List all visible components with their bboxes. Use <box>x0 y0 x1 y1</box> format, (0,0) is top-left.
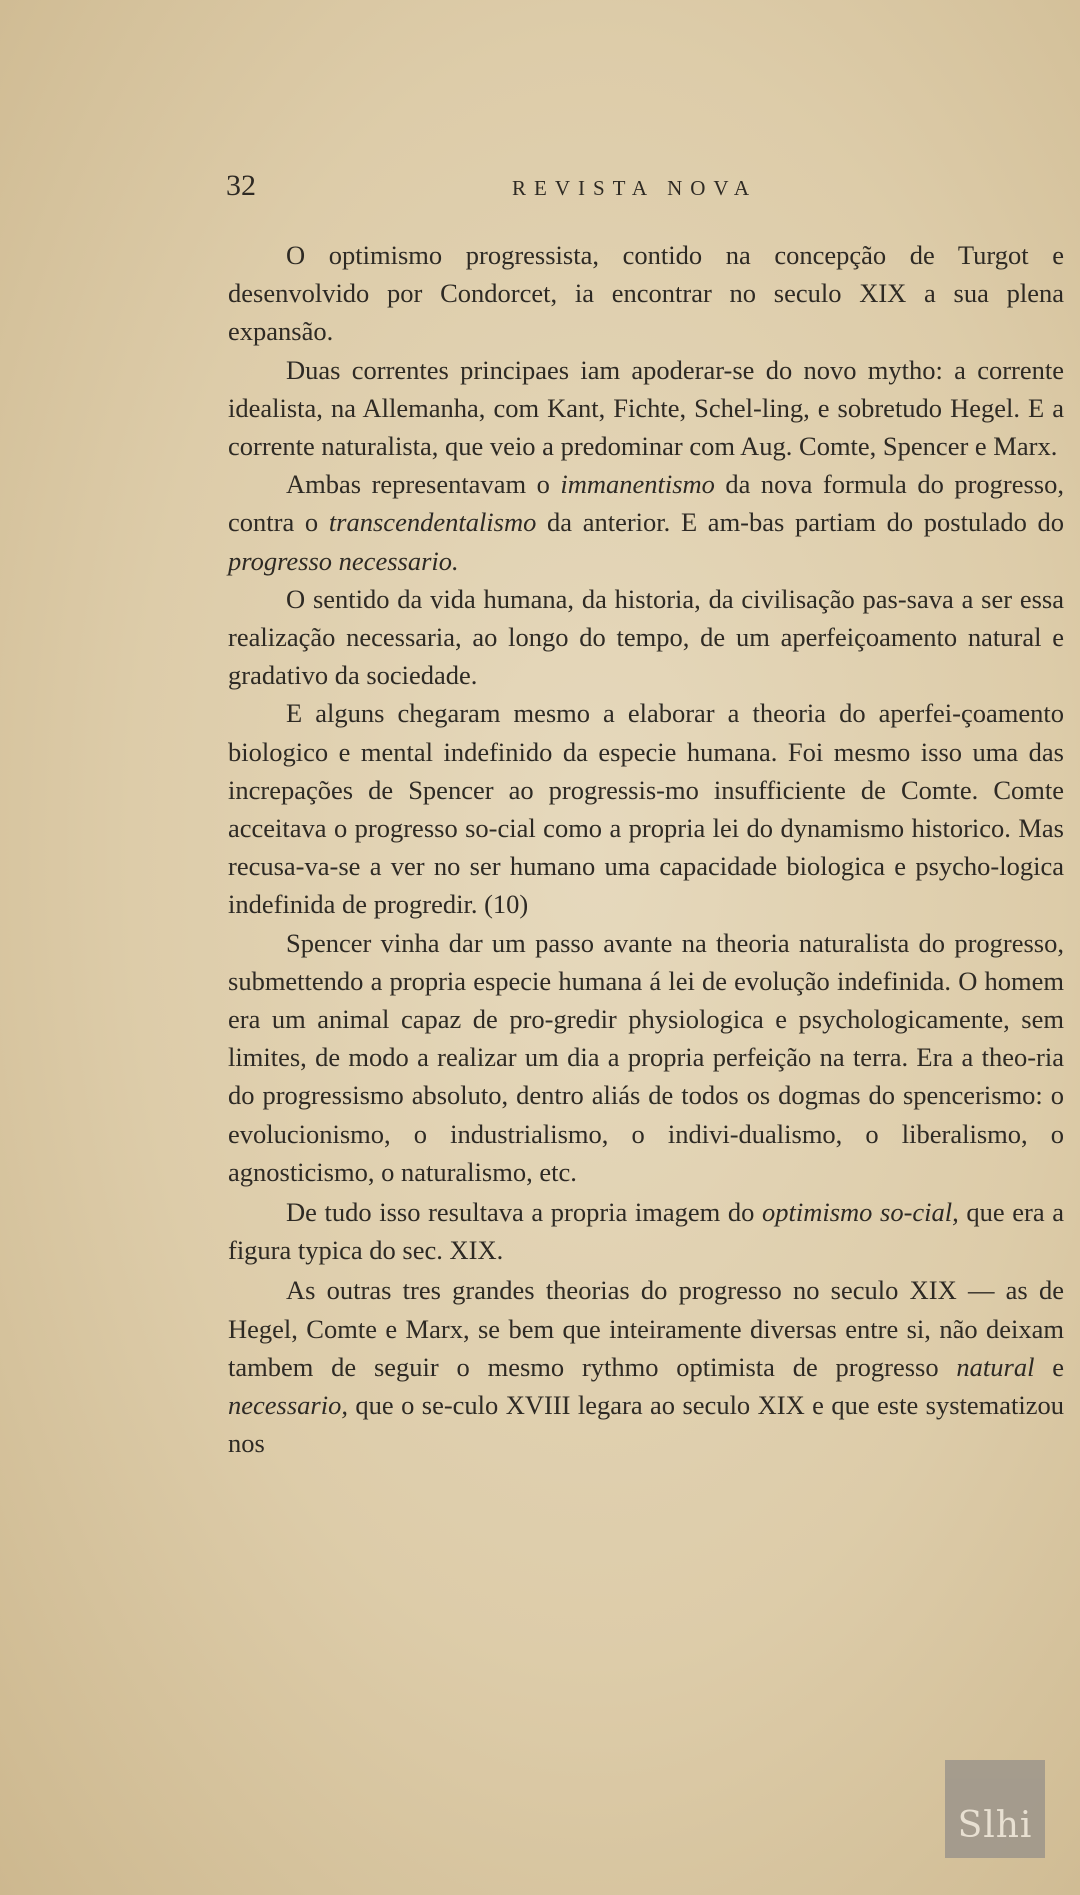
italic-run: progresso necessario. <box>228 545 459 576</box>
running-title: REVISTA NOVA <box>512 176 758 200</box>
text-run: As outras tres grandes theorias do progresso no seculo XIX — as de Hegel, Comte e Marx, se bem que inteiramente diversas entre si, não deixam tambem de seguir o mesmo rythmo optimista de progresso <box>228 1275 1064 1382</box>
paragraph-4 <box>228 580 1064 695</box>
text-run: que era a figura typica do sec. XIX. <box>228 1197 1065 1266</box>
text-run: e <box>1034 1351 1065 1382</box>
paragraph-6 <box>228 924 1064 1191</box>
italic-run: optimismo so-cial, <box>761 1197 959 1228</box>
italic-run: transcendentalismo <box>328 507 537 538</box>
text-run: da nova formula do progresso, contra o <box>228 469 1064 538</box>
page-header <box>0 166 1080 206</box>
page-number: 32 <box>226 169 256 202</box>
italic-run: necessario, <box>228 1390 348 1421</box>
paragraph-2 <box>228 351 1064 466</box>
text-run: Duas correntes principaes iam apoderar-se do novo mytho: a corrente idealista, na Allemanha, com Kant, Fichte, Schel-ling, e sobretudo Hegel. E a corrente naturalista, que veio a predominar com Aug. Comte, Spencer e Marx. <box>228 354 1064 462</box>
watermark-label: Slhi <box>957 1805 1033 1846</box>
body-text <box>228 236 1064 1463</box>
text-run: Ambas representavam o <box>286 469 561 500</box>
paragraph-7 <box>228 1193 1064 1269</box>
paragraph-8 <box>228 1271 1064 1462</box>
paragraph-3 <box>228 465 1064 580</box>
text-run: da anterior. E am-bas partiam do postulado do <box>536 507 1064 538</box>
text-run: O sentido da vida humana, da historia, da civilisação pas-sava a ser essa realização necessaria, ao longo do tempo, de um aperfeiçoamento natural e gradativo da sociedade. <box>228 583 1064 691</box>
paragraph-1 <box>228 236 1064 351</box>
text-run: que o se-culo XVIII legara ao seculo XIX e que este systematizou nos <box>228 1390 1064 1459</box>
text-run: De tudo isso resultava a propria imagem do <box>286 1197 762 1228</box>
library-watermark-logo <box>945 1760 1045 1858</box>
italic-run: immanentismo <box>560 469 715 500</box>
text-run: E alguns chegaram mesmo a elaborar a theoria do aperfei-çoamento biologico e mental indefinido da especie humana. Foi mesmo isso uma das increpações de Spencer ao progressis-mo insufficiente de Comte. Comte acceitava o progresso so-cial como a propria lei do dynamismo historico. Mas recusa-va-se a ver no ser humano uma capacidade biologica e psycho-logica indefinida de progredir. (10) <box>228 698 1064 920</box>
paragraph-5 <box>228 694 1064 923</box>
text-run: O optimismo progressista, contido na concepção de Turgot e desenvolvido por Condorcet, ia encontrar no seculo XIX a sua plena expansão. <box>228 240 1064 347</box>
italic-run: natural <box>956 1351 1035 1382</box>
text-run: Spencer vinha dar um passo avante na theoria naturalista do progresso, submettendo a propria especie humana á lei de evolução indefinida. O homem era um animal capaz de pro-gredir physiologica e psychologicamente, sem limites, de modo a realizar um dia a propria perfeição na terra. Era a theo-ria do progressismo absoluto, dentro aliás de todos os dogmas do spencerismo: o evolucionismo, o industrialismo, o indivi-dualismo, o liberalismo, o agnosticismo, o naturalismo, etc. <box>228 927 1064 1187</box>
